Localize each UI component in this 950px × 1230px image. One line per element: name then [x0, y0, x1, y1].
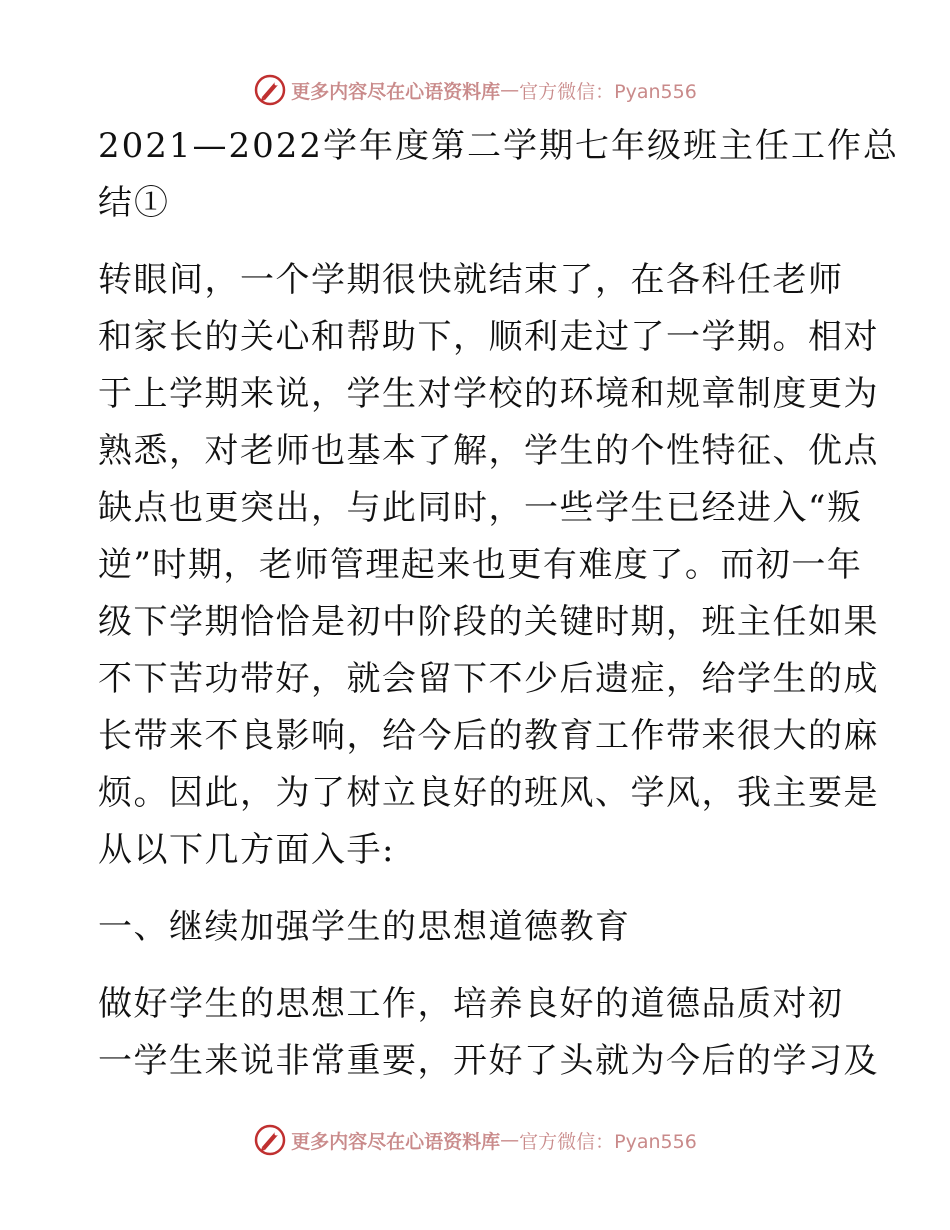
banner-right-text: 官方微信：Pyan556 [519, 80, 697, 103]
paragraph-section-one [98, 976, 879, 1090]
paragraph-line: 熟悉，对老师也基本了解，学生的个性特征、优点 [98, 431, 879, 471]
banner-separator: — [500, 79, 520, 101]
paragraph-line: 长带来不良影响，给今后的教育工作带来很大的麻 [98, 716, 879, 756]
banner-right-text: 官方微信：Pyan556 [519, 1130, 697, 1153]
header-banner [0, 70, 950, 110]
paragraph-line: 做好学生的思想工作，培养良好的道德品质对初 [98, 984, 844, 1024]
paragraph-line: 不下苦功带好，就会留下不少后遗症，给学生的成 [98, 659, 879, 699]
document-title-line: 2021—2022学年度第二学期七年级班主任工作总 [98, 126, 900, 166]
banner-left-text: 更多内容尽在心语资料库 [291, 1130, 501, 1153]
pen-logo-icon [253, 73, 287, 107]
paragraph-line: 逆”时期，老师管理起来也更有难度了。而初一年 [98, 545, 863, 585]
paragraph-line: 缺点也更突出，与此同时，一些学生已经进入“叛 [98, 488, 863, 528]
paragraph-line: 转眼间，一个学期很快就结束了，在各科任老师 [98, 260, 844, 300]
banner-left-text: 更多内容尽在心语资料库 [291, 80, 501, 103]
paragraph-line: 于上学期来说，学生对学校的环境和规章制度更为 [98, 374, 879, 414]
pen-logo-icon [253, 1123, 287, 1157]
paragraph-intro [98, 252, 879, 879]
paragraph-line: 烦。因此，为了树立良好的班风、学风，我主要是 [98, 773, 879, 813]
footer-banner [0, 1120, 950, 1160]
paragraph-line: 级下学期恰恰是初中阶段的关键时期，班主任如果 [98, 602, 879, 642]
document-title-line: 结① [98, 183, 170, 223]
section-heading: 一、继续加强学生的思想道德教育 [98, 907, 631, 947]
paragraph-line: 一学生来说非常重要，开好了头就为今后的学习及 [98, 1041, 879, 1081]
banner-separator: — [500, 1129, 520, 1151]
paragraph-line: 和家长的关心和帮助下，顺利走过了一学期。相对 [98, 317, 879, 357]
paragraph-line: 从以下几方面入手: [98, 830, 395, 870]
document-body [98, 118, 900, 1090]
